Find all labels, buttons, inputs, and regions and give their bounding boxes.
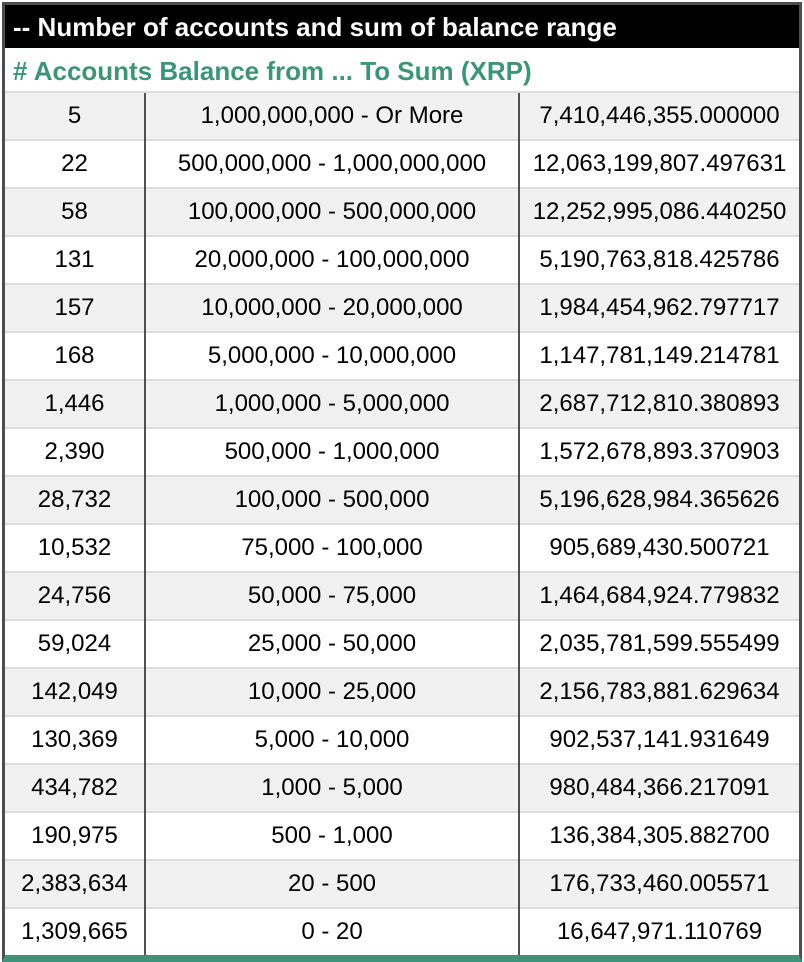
balance-range-cell: 1,000,000 - 5,000,000 xyxy=(145,380,519,428)
table-row xyxy=(5,716,799,764)
table-row xyxy=(5,284,799,332)
sum-xrp-cell: 2,035,781,599.555499 xyxy=(519,620,799,668)
sum-xrp-cell: 902,537,141.931649 xyxy=(519,716,799,764)
table-row xyxy=(5,380,799,428)
sum-xrp-cell: 16,647,971.110769 xyxy=(519,908,799,955)
sum-xrp-cell: 1,147,781,149.214781 xyxy=(519,332,799,380)
balance-range-cell: 1,000 - 5,000 xyxy=(145,764,519,812)
accounts-count-cell: 28,732 xyxy=(5,476,145,524)
table-row xyxy=(5,524,799,572)
sum-xrp-cell: 980,484,366.217091 xyxy=(519,764,799,812)
column-header-text: # Accounts Balance from ... To Sum (XRP) xyxy=(13,56,532,86)
balance-range-cell: 500,000 - 1,000,000 xyxy=(145,428,519,476)
balance-range-cell: 75,000 - 100,000 xyxy=(145,524,519,572)
table-title-bar xyxy=(5,5,799,50)
accounts-count-cell: 168 xyxy=(5,332,145,380)
sum-xrp-cell: 12,063,199,807.497631 xyxy=(519,140,799,188)
balance-range-cell: 25,000 - 50,000 xyxy=(145,620,519,668)
table-row xyxy=(5,668,799,716)
table-row xyxy=(5,572,799,620)
balance-range-cell: 0 - 20 xyxy=(145,908,519,955)
table-title: -- Number of accounts and sum of balance range xyxy=(13,12,617,42)
accounts-count-cell: 190,975 xyxy=(5,812,145,860)
sum-xrp-cell: 1,572,678,893.370903 xyxy=(519,428,799,476)
accounts-count-cell: 10,532 xyxy=(5,524,145,572)
balance-range-table xyxy=(5,91,799,955)
balance-range-cell: 10,000 - 25,000 xyxy=(145,668,519,716)
accounts-count-cell: 59,024 xyxy=(5,620,145,668)
sum-xrp-cell: 1,464,684,924.779832 xyxy=(519,572,799,620)
sum-xrp-cell: 136,384,305.882700 xyxy=(519,812,799,860)
balance-range-cell: 50,000 - 75,000 xyxy=(145,572,519,620)
accounts-count-cell: 2,390 xyxy=(5,428,145,476)
table-row xyxy=(5,188,799,236)
accounts-count-cell: 58 xyxy=(5,188,145,236)
table-row xyxy=(5,860,799,908)
accounts-count-cell: 24,756 xyxy=(5,572,145,620)
balance-range-cell: 1,000,000,000 - Or More xyxy=(145,92,519,140)
balance-range-cell: 5,000 - 10,000 xyxy=(145,716,519,764)
sum-xrp-cell: 1,984,454,962.797717 xyxy=(519,284,799,332)
balance-range-cell: 5,000,000 - 10,000,000 xyxy=(145,332,519,380)
balance-range-cell: 100,000,000 - 500,000,000 xyxy=(145,188,519,236)
accounts-count-cell: 2,383,634 xyxy=(5,860,145,908)
sum-xrp-cell: 5,190,763,818.425786 xyxy=(519,236,799,284)
sum-xrp-cell: 2,687,712,810.380893 xyxy=(519,380,799,428)
table-row xyxy=(5,428,799,476)
table-row xyxy=(5,620,799,668)
table-row xyxy=(5,92,799,140)
table-row xyxy=(5,140,799,188)
table-row xyxy=(5,908,799,955)
sum-xrp-cell: 2,156,783,881.629634 xyxy=(519,668,799,716)
sum-xrp-cell: 176,733,460.005571 xyxy=(519,860,799,908)
sum-xrp-cell: 7,410,446,355.000000 xyxy=(519,92,799,140)
balance-range-cell: 20,000,000 - 100,000,000 xyxy=(145,236,519,284)
accounts-count-cell: 434,782 xyxy=(5,764,145,812)
balance-range-cell: 10,000,000 - 20,000,000 xyxy=(145,284,519,332)
accounts-count-cell: 1,309,665 xyxy=(5,908,145,955)
accounts-balance-table xyxy=(2,2,802,962)
accounts-count-cell: 1,446 xyxy=(5,380,145,428)
accounts-count-cell: 5 xyxy=(5,92,145,140)
table-row xyxy=(5,236,799,284)
table-row xyxy=(5,476,799,524)
sum-xrp-cell: 905,689,430.500721 xyxy=(519,524,799,572)
balance-range-cell: 500 - 1,000 xyxy=(145,812,519,860)
table-row xyxy=(5,812,799,860)
sum-xrp-cell: 12,252,995,086.440250 xyxy=(519,188,799,236)
table-row xyxy=(5,332,799,380)
table-column-header xyxy=(5,50,799,91)
sum-xrp-cell: 5,196,628,984.365626 xyxy=(519,476,799,524)
accounts-count-cell: 130,369 xyxy=(5,716,145,764)
accounts-count-cell: 157 xyxy=(5,284,145,332)
balance-range-cell: 500,000,000 - 1,000,000,000 xyxy=(145,140,519,188)
table-body xyxy=(5,92,799,955)
accounts-count-cell: 22 xyxy=(5,140,145,188)
balance-range-cell: 20 - 500 xyxy=(145,860,519,908)
table-row xyxy=(5,764,799,812)
accounts-count-cell: 142,049 xyxy=(5,668,145,716)
accounts-count-cell: 131 xyxy=(5,236,145,284)
balance-range-cell: 100,000 - 500,000 xyxy=(145,476,519,524)
